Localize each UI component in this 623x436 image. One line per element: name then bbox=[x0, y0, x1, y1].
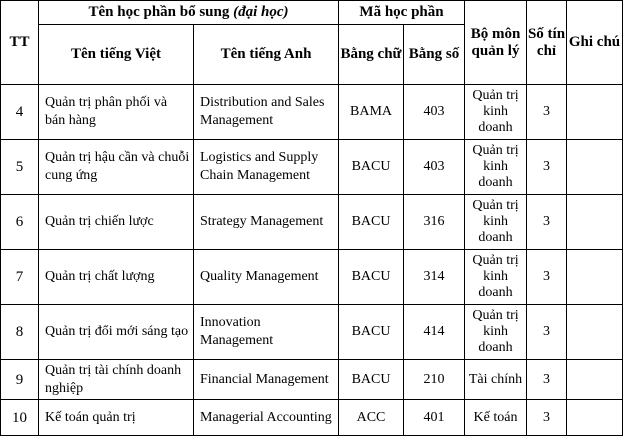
table-row bbox=[1, 400, 623, 436]
table-row bbox=[1, 195, 623, 250]
table-row bbox=[1, 360, 623, 400]
row-english-name: Innovation Management bbox=[194, 305, 339, 360]
header-department: Bộ môn quản lý bbox=[465, 1, 527, 85]
row-code-letters: ACC bbox=[339, 400, 404, 436]
row-code-numbers: 414 bbox=[404, 305, 465, 360]
row-vietnamese-name: Quản trị phân phối và bán hàng bbox=[39, 85, 194, 140]
row-credits: 3 bbox=[527, 400, 567, 436]
row-notes bbox=[567, 305, 623, 360]
row-tt: 5 bbox=[1, 140, 39, 195]
row-tt: 4 bbox=[1, 85, 39, 140]
row-credits: 3 bbox=[527, 140, 567, 195]
row-notes bbox=[567, 360, 623, 400]
header-code-numbers: Bằng số bbox=[404, 25, 465, 85]
header-english-name: Tên tiếng Anh bbox=[194, 25, 339, 85]
row-vietnamese-name: Quản trị tài chính doanh nghiệp bbox=[39, 360, 194, 400]
row-credits: 3 bbox=[527, 195, 567, 250]
row-tt: 10 bbox=[1, 400, 39, 436]
table-row bbox=[1, 250, 623, 305]
row-vietnamese-name: Quản trị chiến lược bbox=[39, 195, 194, 250]
row-code-letters: BACU bbox=[339, 360, 404, 400]
row-english-name: Logistics and Supply Chain Management bbox=[194, 140, 339, 195]
row-english-name: Strategy Management bbox=[194, 195, 339, 250]
row-credits: 3 bbox=[527, 360, 567, 400]
row-credits: 3 bbox=[527, 305, 567, 360]
row-department: Tài chính bbox=[465, 360, 527, 400]
row-department: Quản trị kinh doanh bbox=[465, 305, 527, 360]
row-code-numbers: 401 bbox=[404, 400, 465, 436]
header-course-group-title: Tên học phần bổ sung bbox=[88, 4, 230, 20]
row-tt: 6 bbox=[1, 195, 39, 250]
row-department: Quản trị kinh doanh bbox=[465, 195, 527, 250]
row-code-letters: BACU bbox=[339, 250, 404, 305]
row-code-letters: BACU bbox=[339, 195, 404, 250]
row-notes bbox=[567, 140, 623, 195]
row-english-name: Financial Management bbox=[194, 360, 339, 400]
row-vietnamese-name: Quản trị đổi mới sáng tạo bbox=[39, 305, 194, 360]
row-code-numbers: 316 bbox=[404, 195, 465, 250]
row-tt: 9 bbox=[1, 360, 39, 400]
row-english-name: Distribution and Sales Management bbox=[194, 85, 339, 140]
row-code-numbers: 210 bbox=[404, 360, 465, 400]
row-code-numbers: 403 bbox=[404, 140, 465, 195]
row-vietnamese-name: Kế toán quản trị bbox=[39, 400, 194, 436]
table-row bbox=[1, 85, 623, 140]
row-department: Quản trị kinh doanh bbox=[465, 250, 527, 305]
row-vietnamese-name: Quản trị chất lượng bbox=[39, 250, 194, 305]
row-tt: 8 bbox=[1, 305, 39, 360]
row-tt: 7 bbox=[1, 250, 39, 305]
row-code-numbers: 403 bbox=[404, 85, 465, 140]
row-english-name: Quality Management bbox=[194, 250, 339, 305]
header-code-group: Mã học phần bbox=[339, 1, 465, 25]
header-notes: Ghi chú bbox=[567, 1, 623, 85]
header-code-letters: Bằng chữ bbox=[339, 25, 404, 85]
row-code-letters: BACU bbox=[339, 305, 404, 360]
row-notes bbox=[567, 400, 623, 436]
row-credits: 3 bbox=[527, 85, 567, 140]
row-notes bbox=[567, 195, 623, 250]
row-code-numbers: 314 bbox=[404, 250, 465, 305]
row-credits: 3 bbox=[527, 250, 567, 305]
row-vietnamese-name: Quản trị hậu cần và chuỗi cung ứng bbox=[39, 140, 194, 195]
header-credits: Số tín chỉ bbox=[527, 1, 567, 85]
header-course-group bbox=[39, 1, 339, 25]
row-notes bbox=[567, 85, 623, 140]
row-department: Quản trị kinh doanh bbox=[465, 140, 527, 195]
row-department: Quản trị kinh doanh bbox=[465, 85, 527, 140]
row-notes bbox=[567, 250, 623, 305]
row-code-letters: BAMA bbox=[339, 85, 404, 140]
row-code-letters: BACU bbox=[339, 140, 404, 195]
table-row bbox=[1, 305, 623, 360]
header-vietnamese-name: Tên tiếng Việt bbox=[39, 25, 194, 85]
row-english-name: Managerial Accounting bbox=[194, 400, 339, 436]
table-row bbox=[1, 140, 623, 195]
row-department: Kế toán bbox=[465, 400, 527, 436]
header-course-group-note: (đại học) bbox=[233, 4, 289, 20]
header-tt: TT bbox=[1, 1, 39, 85]
